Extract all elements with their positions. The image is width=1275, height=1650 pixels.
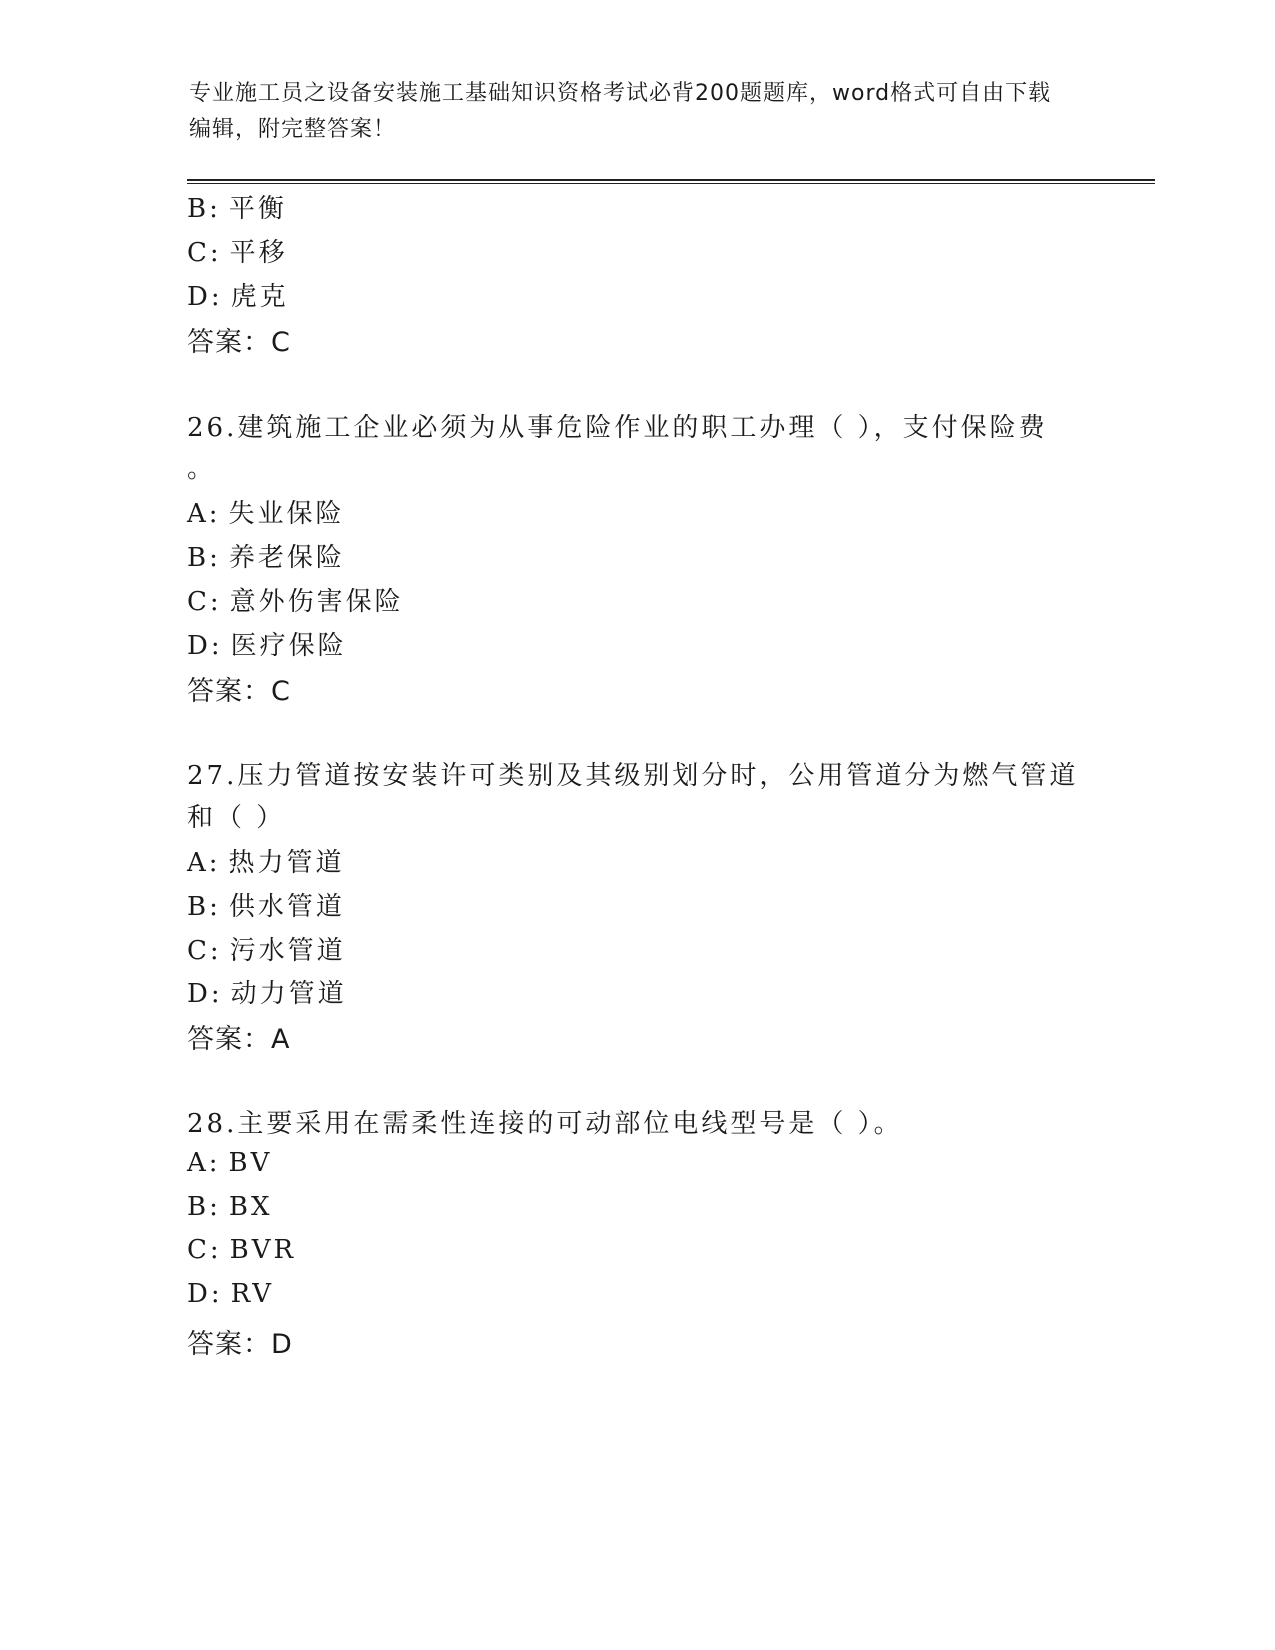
- option-line: [187, 973, 347, 1010]
- question-text: 主要采用在需柔性连接的可动部位电线型号是（ ）。: [237, 1109, 903, 1139]
- option-line: [187, 1235, 296, 1265]
- option-letter: D:: [187, 1279, 223, 1309]
- option-text: BX: [228, 1192, 273, 1222]
- question-number: 27.: [187, 761, 238, 791]
- option-line: [187, 232, 288, 269]
- question-stem: [187, 1103, 903, 1140]
- option-line: [187, 625, 347, 662]
- option-letter: B:: [187, 194, 221, 224]
- answer-line: 答案：C: [187, 327, 291, 358]
- option-line: [187, 537, 345, 574]
- option-letter: A:: [187, 848, 221, 878]
- option-line: [187, 493, 345, 530]
- option-text: 医疗保险: [230, 631, 347, 661]
- option-letter: D:: [187, 979, 223, 1009]
- option-letter: D:: [187, 282, 223, 312]
- option-text: 污水管道: [229, 936, 346, 966]
- question-stem: [187, 755, 1078, 792]
- option-letter: C:: [187, 587, 222, 617]
- option-text: 热力管道: [228, 848, 345, 878]
- option-text: RV: [230, 1279, 275, 1309]
- question-number: 28.: [187, 1109, 238, 1139]
- option-line: [187, 188, 287, 225]
- option-text: BV: [228, 1148, 273, 1178]
- header-divider-thin: [187, 183, 1155, 184]
- option-letter: A:: [187, 1148, 221, 1178]
- option-line: [187, 1148, 272, 1178]
- option-letter: C:: [187, 1235, 222, 1265]
- option-text: 养老保险: [228, 543, 345, 573]
- question-text: 建筑施工企业必须为从事危险作业的职工办理（ ），支付保险费: [237, 413, 1048, 443]
- option-letter: A:: [187, 499, 221, 529]
- question-number: 26.: [187, 413, 238, 443]
- answer-line: 答案：D: [187, 1329, 293, 1360]
- question-stem-continued: 。: [187, 454, 217, 484]
- option-line: [187, 1279, 274, 1309]
- document-header: 专业施工员之设备安装施工基础知识资格考试必背200题题库，word格式可自由下载编辑，附完整答案！: [189, 81, 1052, 142]
- answer-line: 答案：A: [187, 1024, 291, 1055]
- option-letter: C:: [187, 238, 222, 268]
- option-text: 动力管道: [230, 979, 347, 1009]
- header-divider-thick: [187, 179, 1155, 181]
- option-line: [187, 842, 345, 879]
- option-letter: B:: [187, 1192, 221, 1222]
- option-text: 平移: [229, 238, 288, 268]
- answer-line: 答案：C: [187, 676, 291, 707]
- option-letter: C:: [187, 936, 222, 966]
- question-stem-continued: 和（ ）: [187, 803, 286, 833]
- question-text: 压力管道按安装许可类别及其级别划分时，公用管道分为燃气管道: [237, 761, 1079, 791]
- option-line: [187, 581, 404, 618]
- option-text: 虎克: [230, 282, 289, 312]
- option-letter: B:: [187, 543, 221, 573]
- option-text: 平衡: [228, 194, 287, 224]
- question-stem: [187, 407, 1048, 444]
- option-line: [187, 886, 345, 923]
- option-line: [187, 276, 289, 313]
- option-letter: B:: [187, 892, 221, 922]
- option-line: [187, 930, 346, 967]
- option-line: [187, 1192, 273, 1222]
- option-text: 失业保险: [228, 499, 345, 529]
- option-text: BVR: [229, 1235, 297, 1265]
- option-text: 供水管道: [228, 892, 345, 922]
- option-letter: D:: [187, 631, 223, 661]
- option-text: 意外伤害保险: [229, 587, 404, 617]
